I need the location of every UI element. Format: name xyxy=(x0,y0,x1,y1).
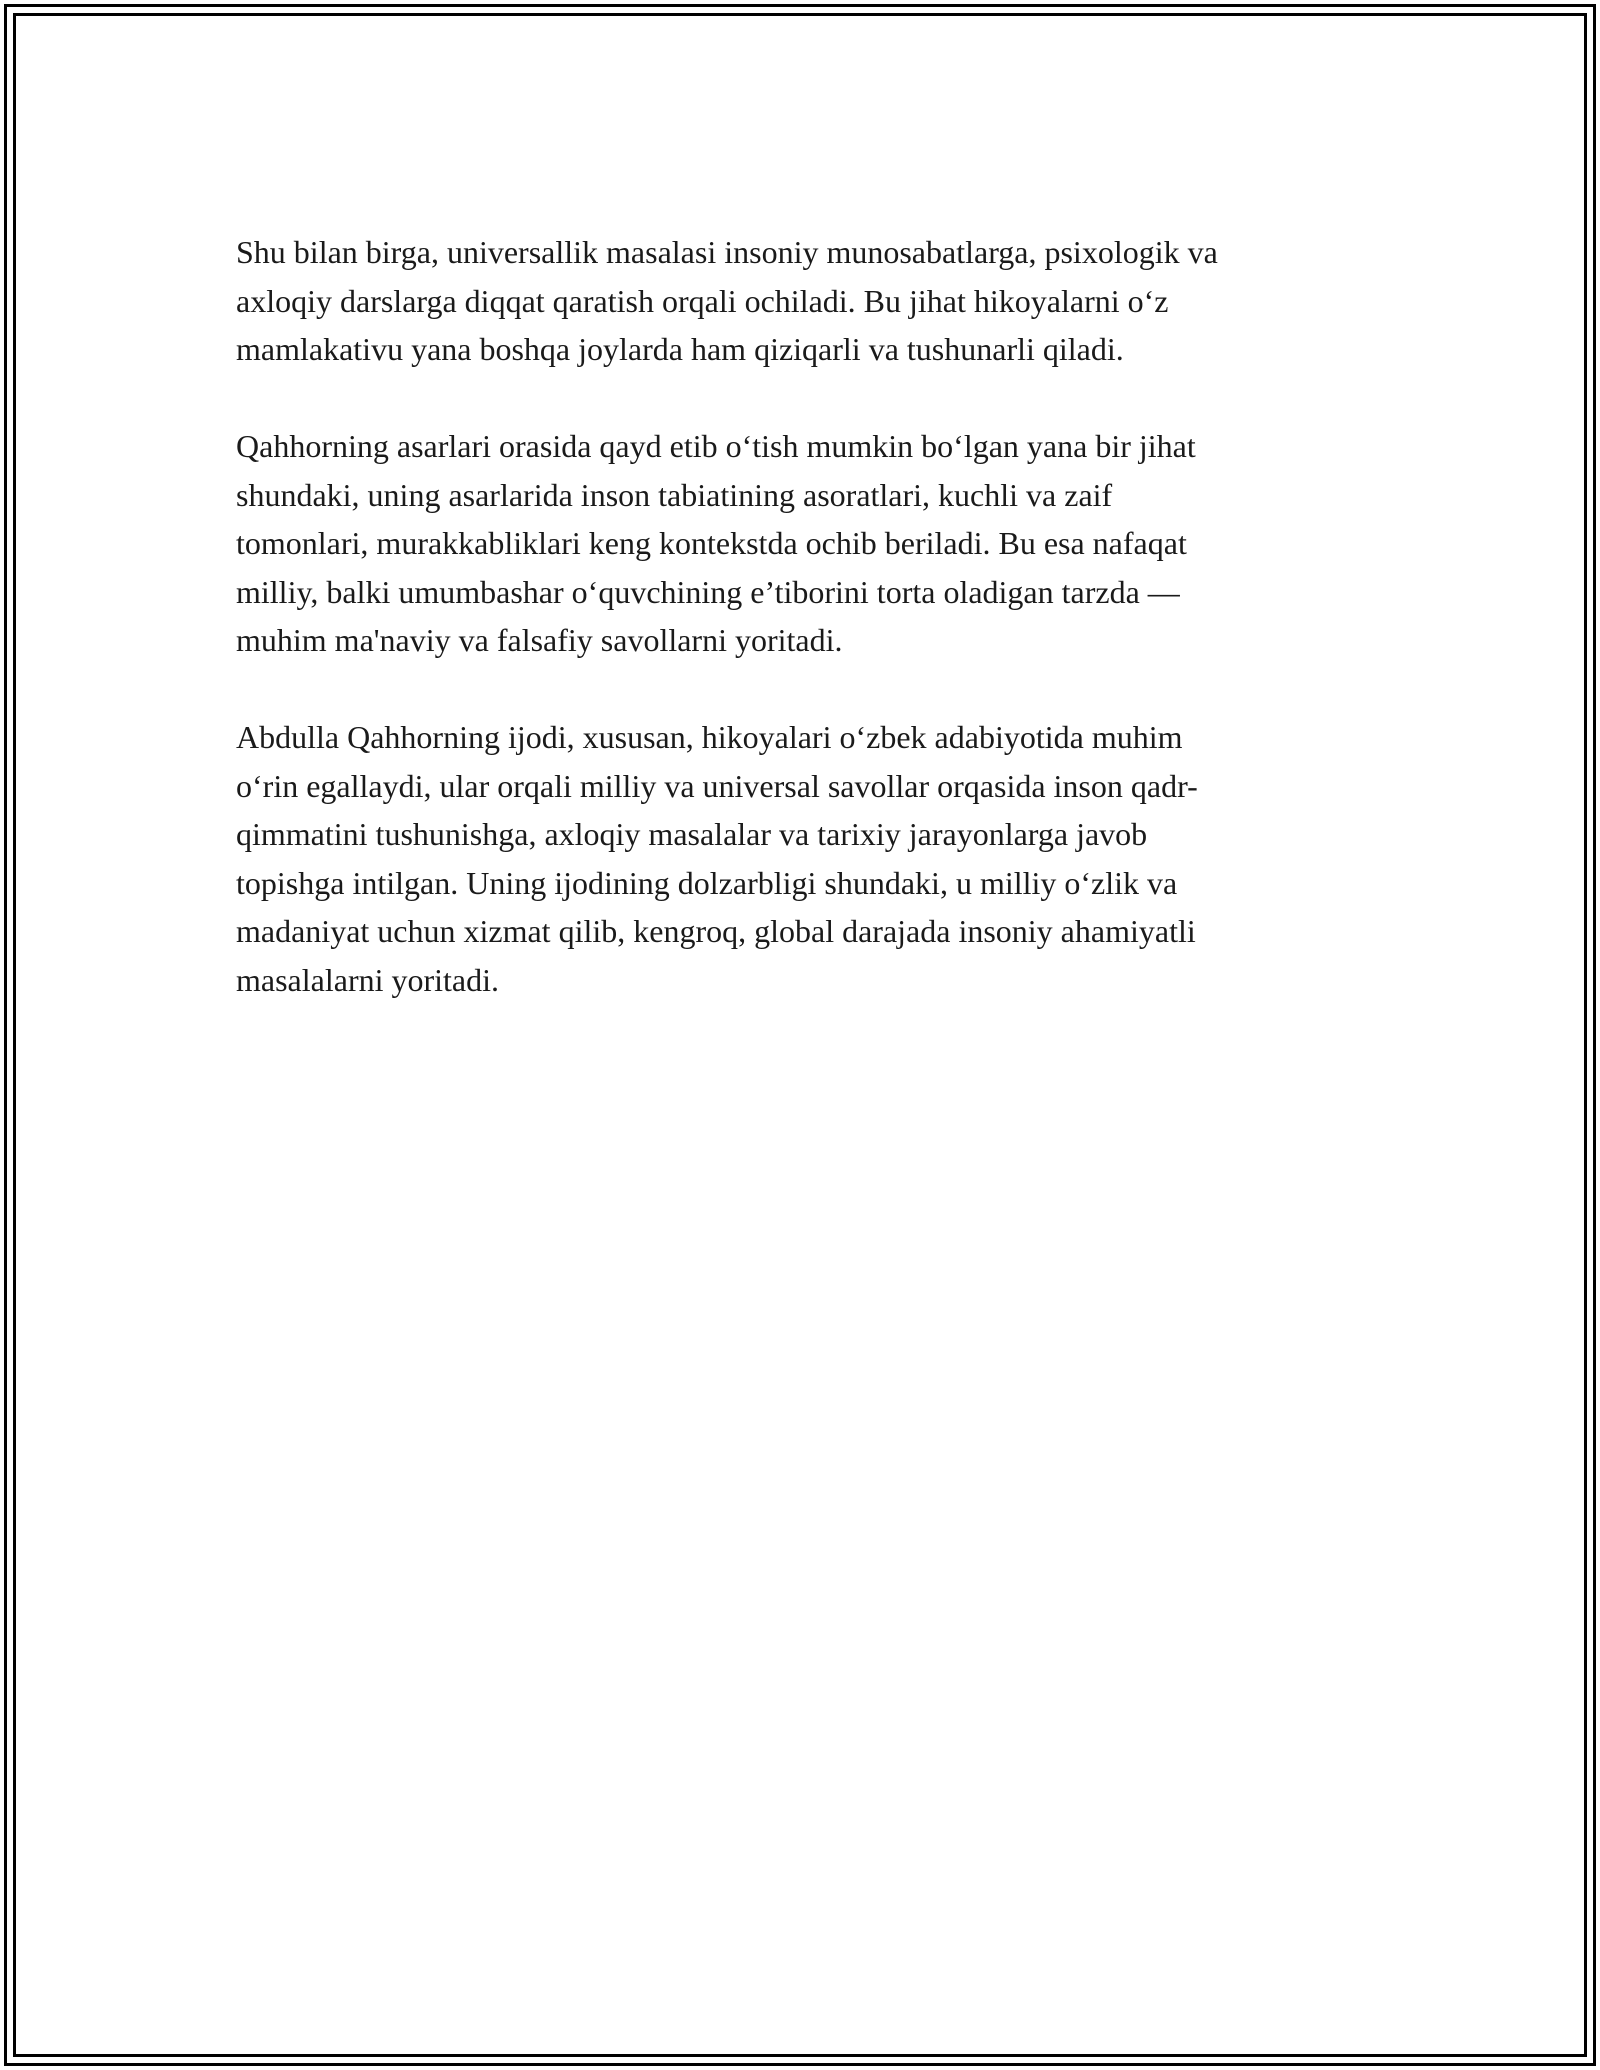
text-line: Abdulla Qahhorning ijodi, xususan, hikoyalari o‘zbek adabiyotida muhim xyxy=(236,719,1183,755)
text-line: topishga intilgan. Uning ijodining dolzarbligi shundaki, u milliy o‘zlik va xyxy=(236,864,1178,901)
text-line: Shu bilan birga, universallik masalasi insoniy munosabatlarga, psixologik va xyxy=(236,234,1218,270)
text-line: mamlakativu yana boshqa joylarda ham qiziqarli va tushunarli qiladi. xyxy=(236,331,1124,367)
text-line: shundaki, uning asarlarida inson tabiatining asoratlari, kuchli va zaif xyxy=(236,476,1113,513)
paragraph-human-nature xyxy=(236,422,1376,665)
text-line: Qahhorning asarlari orasida qayd etib o‘tish mumkin bo‘lgan yana bir jihat xyxy=(236,428,1196,464)
text-line: axloqiy darslarga diqqat qaratish orqali ochiladi. Bu jihat hikoyalarni o‘z xyxy=(236,282,1169,319)
text-line: muhim ma'naviy va falsafiy savollarni yoritadi. xyxy=(236,622,843,658)
text-line: madaniyat uchun xizmat qilib, kengroq, global darajada insoniy ahamiyatli xyxy=(236,913,1196,949)
paragraph-universality xyxy=(236,228,1376,374)
text-line: o‘rin egallaydi, ular orqali milliy va universal savollar orqasida inson qadr- xyxy=(236,767,1198,804)
document-body xyxy=(236,228,1376,1053)
text-line: masalalarni yoritadi. xyxy=(236,961,500,998)
text-line: qimmatini tushunishga, axloqiy masalalar va tarixiy jarayonlarga javob xyxy=(236,816,1148,852)
text-line: milliy, balki umumbashar o‘quvchining e’tiborini torta oladigan tarzda — xyxy=(236,573,1180,610)
text-line: tomonlari, murakkabliklari keng kontekstda ochib beriladi. Bu esa nafaqat xyxy=(236,525,1187,561)
paragraph-conclusion xyxy=(236,713,1376,1004)
